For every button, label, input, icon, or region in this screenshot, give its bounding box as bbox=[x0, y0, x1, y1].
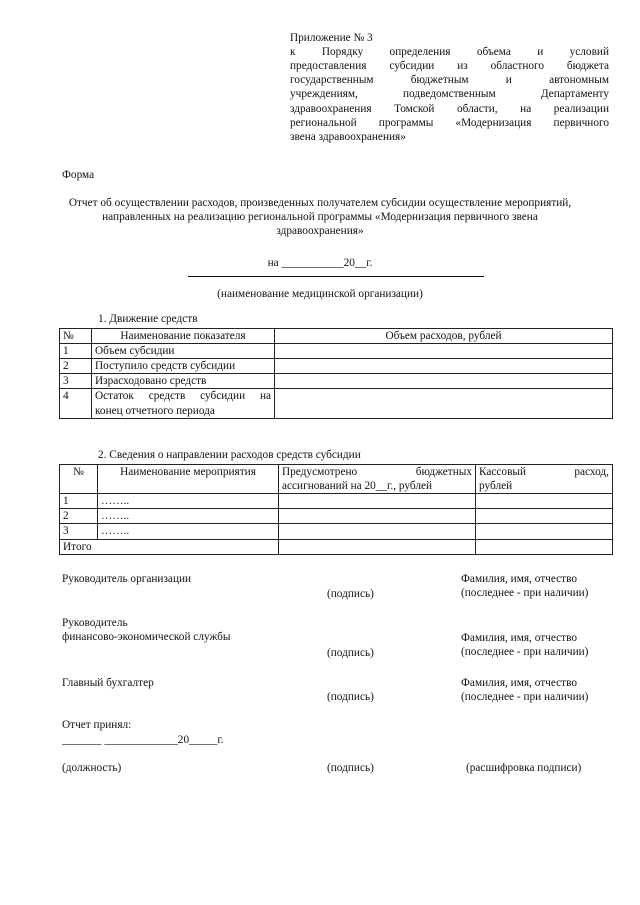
report-date-line: на ___________20__г. bbox=[267, 257, 373, 269]
signature-name-line: Фамилия, имя, отчество bbox=[461, 573, 577, 585]
row-name: Поступило средств субсидии bbox=[92, 359, 275, 374]
header-activity-text: Наименование мероприятия bbox=[120, 466, 256, 478]
appendix-line: звена здравоохранения» bbox=[290, 130, 406, 143]
row-num: 2 bbox=[60, 509, 98, 524]
table-total-row bbox=[60, 539, 613, 554]
table-header-row bbox=[60, 465, 613, 494]
table-row bbox=[60, 389, 613, 418]
row-planned[interactable] bbox=[279, 509, 476, 524]
header-cash bbox=[476, 465, 613, 494]
signature-role-accountant: Главный бухгалтер bbox=[62, 677, 154, 689]
appendix-heading: Приложение № 3 bbox=[290, 32, 373, 44]
table-row bbox=[60, 374, 613, 389]
report-title: Отчет об осуществлении расходов, произведенных получателем субсидии осуществление мероприятий, направленных на реализацию региональной программы «Модернизация первичного звена здравоохранения» bbox=[68, 197, 572, 238]
header-activity bbox=[98, 465, 279, 494]
header-num bbox=[60, 465, 98, 494]
appendix-line: учреждениям, подведомственным Департаменту bbox=[290, 88, 609, 101]
signature-role-line: Руководитель bbox=[62, 617, 128, 629]
signature-name-finance bbox=[461, 631, 588, 659]
header-cash-line: рублей bbox=[479, 480, 513, 493]
total-label: Итого bbox=[60, 539, 279, 554]
accepted-position: (должность) bbox=[62, 762, 122, 774]
header-expenses: Объем расходов, рублей bbox=[275, 329, 613, 344]
row-activity: …….. bbox=[98, 494, 279, 509]
table-row bbox=[60, 359, 613, 374]
row-name: Объем субсидии bbox=[92, 344, 275, 359]
signature-role-finance bbox=[62, 616, 230, 644]
row-cash[interactable] bbox=[476, 524, 613, 539]
row-value[interactable] bbox=[275, 344, 613, 359]
row-num: 3 bbox=[60, 374, 92, 389]
row-num: 3 bbox=[60, 524, 98, 539]
appendix-line: государственным бюджетным и автономным bbox=[290, 74, 609, 87]
appendix-line: предоставления субсидии из областного бюджета bbox=[290, 60, 609, 73]
table-row bbox=[60, 524, 613, 539]
signature-name-accountant bbox=[461, 676, 588, 704]
accepted-label: Отчет принял: bbox=[62, 719, 132, 731]
signature-name-line: (последнее - при наличии) bbox=[461, 691, 589, 704]
signature-role-line: финансово-экономической службы bbox=[62, 631, 231, 644]
signature-name-head bbox=[461, 572, 588, 600]
row-activity: …….. bbox=[98, 509, 279, 524]
header-num: № bbox=[60, 329, 92, 344]
table-row bbox=[60, 509, 613, 524]
signature-sign-accountant: (подпись) bbox=[327, 691, 374, 703]
row-num: 1 bbox=[60, 344, 92, 359]
appendix-block bbox=[290, 31, 609, 144]
row-name bbox=[92, 389, 275, 418]
section1-title: 1. Движение средств bbox=[98, 313, 198, 325]
section2-title: 2. Сведения о направлении расходов средств субсидии bbox=[98, 449, 361, 461]
row-name-line: конец отчетного периода bbox=[95, 404, 215, 417]
form-label: Форма bbox=[62, 169, 95, 181]
total-planned[interactable] bbox=[279, 539, 476, 554]
row-cash[interactable] bbox=[476, 509, 613, 524]
header-indicator: Наименование показателя bbox=[92, 329, 275, 344]
row-num: 1 bbox=[60, 494, 98, 509]
row-planned[interactable] bbox=[279, 494, 476, 509]
table-row bbox=[60, 344, 613, 359]
signature-name-line: (последнее - при наличии) bbox=[461, 646, 589, 659]
header-planned bbox=[279, 465, 476, 494]
signature-role-head: Руководитель организации bbox=[62, 573, 192, 585]
row-value[interactable] bbox=[275, 389, 613, 418]
table-header-row bbox=[60, 329, 613, 344]
funds-movement-table bbox=[59, 328, 613, 419]
total-cash[interactable] bbox=[476, 539, 613, 554]
signature-sign-head: (подпись) bbox=[327, 588, 374, 600]
row-cash[interactable] bbox=[476, 494, 613, 509]
row-name-line: Остаток средств субсидии на bbox=[95, 390, 271, 403]
header-planned-line: ассигнований на 20__г., рублей bbox=[282, 480, 433, 493]
row-value[interactable] bbox=[275, 374, 613, 389]
row-activity: …….. bbox=[98, 524, 279, 539]
appendix-line: региональной программы «Модернизация первичного bbox=[290, 116, 609, 129]
row-value[interactable] bbox=[275, 359, 613, 374]
row-num: 2 bbox=[60, 359, 92, 374]
row-num: 4 bbox=[60, 389, 92, 418]
table-row bbox=[60, 494, 613, 509]
org-caption: (наименование медицинской организации) bbox=[217, 288, 423, 300]
signature-sign-finance: (подпись) bbox=[327, 647, 374, 659]
appendix-line: к Порядку определения объема и условий bbox=[290, 46, 609, 59]
signature-name-line: (последнее - при наличии) bbox=[461, 587, 589, 600]
header-num-text: № bbox=[73, 466, 84, 478]
expenses-directions-table bbox=[59, 464, 613, 555]
accepted-date-line: _______ _____________20_____г. bbox=[62, 734, 224, 746]
signature-name-line: Фамилия, имя, отчество bbox=[461, 677, 577, 689]
org-name-line bbox=[188, 276, 484, 277]
row-planned[interactable] bbox=[279, 524, 476, 539]
appendix-line: здравоохранения Томской области, на реализации bbox=[290, 102, 609, 115]
accepted-decoding: (расшифровка подписи) bbox=[466, 762, 582, 774]
header-planned-line: Предусмотрено бюджетных bbox=[282, 466, 472, 478]
header-cash-line: Кассовый расход, bbox=[479, 466, 609, 478]
row-name: Израсходовано средств bbox=[92, 374, 275, 389]
signature-name-line: Фамилия, имя, отчество bbox=[461, 632, 577, 644]
accepted-sign: (подпись) bbox=[327, 762, 374, 774]
